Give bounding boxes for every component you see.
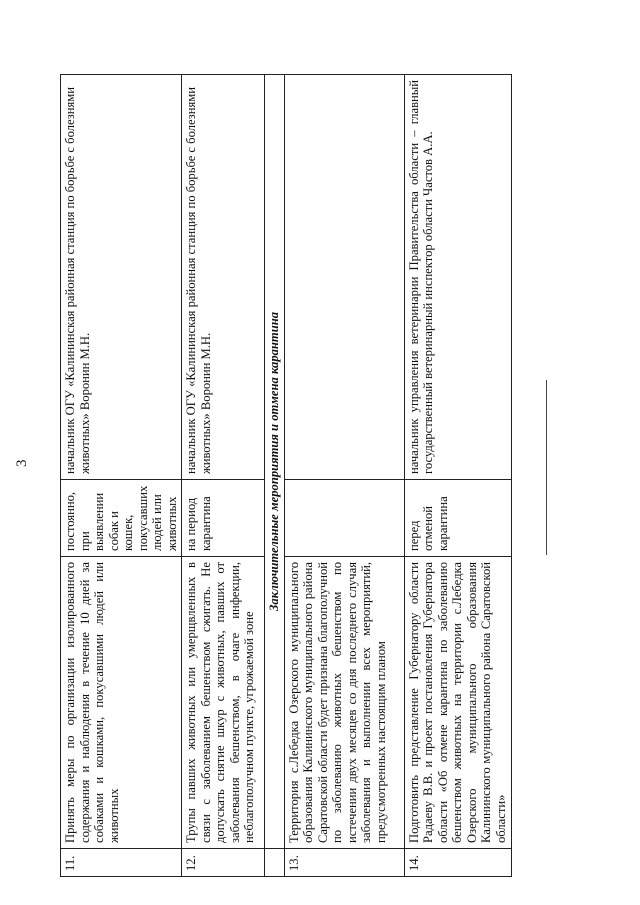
measure-text: Подготовить представление Губернатору области Радаеву В.В. и проект постановления Губернатора области «Об отмене карантина по заболеванию бешенством животных на территории с.Лебедка Озерского муниципального образования Калининского муниципального района Саратовской области» [404,557,511,849]
deadline-text [284,480,404,557]
deadline-text: на период карантина [182,480,265,557]
measure-text: Трупы павших животных или умерщвленных в связи с заболеванием бешенством сжигать. Не допускать снятие шкур с животных, павших от заболевания бешенством, в очаге инфекции, неблагополучном пункте, угрожаемой зоне [182,557,265,849]
deadline-text: постоянно, при выявлении собак и кошек, покусавших людей или животных [61,480,182,557]
responsible-text [284,75,404,480]
row-number: 12. [182,849,265,877]
responsible-text: начальник ОГУ «Калининская районная станция по борьбе с болезнями животных» Воронин М.Н. [182,75,265,480]
row-number: 14. [404,849,511,877]
table-row [182,75,265,877]
measures-table [60,74,512,877]
table-row [61,75,182,877]
page-number: 3 [14,459,30,467]
row-number: 11. [61,849,182,877]
measure-text: Территория с.Лебедка Озерского муниципального образования Калининского муниципального района Саратовской области будет признана благополучной по заболеванию животных бешенством по истечении двух месяцев со дня последнего случая заболевания и выполнении всех мероприятий, предусмотренных настоящим планом [284,557,404,849]
section-title: Заключительные мероприятия и отмена карантина [265,75,285,849]
table-row [284,75,404,877]
section-row [265,75,285,877]
measure-text: Принять меры по организации изолированного содержания и наблюдения в течение 10 дней за собаками и кошками, покусавшими людей или животных [61,557,182,849]
deadline-text: перед отменой карантина [404,480,511,557]
separator-line [546,380,547,555]
responsible-text: начальник управления ветеринарии Правительства области – главный государственный ветеринарный инспектор области Частов А.А. [404,75,511,480]
row-number: 13. [284,849,404,877]
responsible-text: начальник ОГУ «Калининская районная станция по борьбе с болезнями животных» Воронин М.Н. [61,75,182,480]
table-row [404,75,511,877]
